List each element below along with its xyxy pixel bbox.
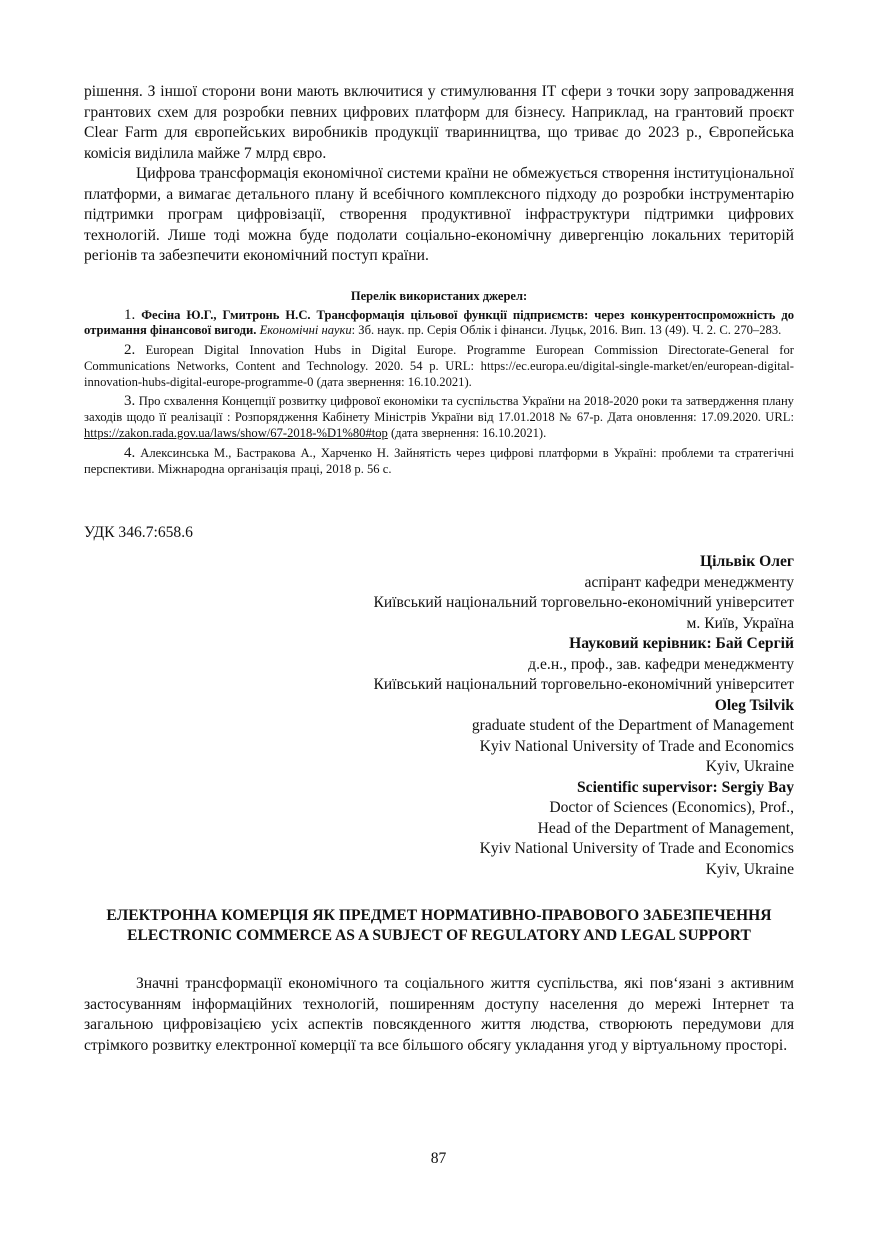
article-title-ua: ЕЛЕКТРОННА КОМЕРЦІЯ ЯК ПРЕДМЕТ НОРМАТИВНО-ПРАВОВОГО ЗАБЕЗПЕЧЕННЯ <box>106 907 772 925</box>
reference-text: Про схвалення Концепції розвитку цифрової економіки та суспільства України на 2018-2020 роки та затвердження плану заходів щодо її реалізації : Розпорядження Кабінету Міністрів України від 17.01.2018 № 67-р. Дата оновлення: 17.09.2020. URL: <box>84 394 794 425</box>
reference-item <box>84 343 794 390</box>
supervisor-university-ua: Київський національний торговельно-економічний університет <box>373 676 794 694</box>
author-city-ua: м. Київ, Україна <box>686 614 794 632</box>
reference-item <box>84 446 794 478</box>
reference-item <box>84 308 794 340</box>
article-title <box>104 906 774 946</box>
body-paragraph: Значні трансформації економічного та соціального життя суспільства, які пов‘язані з активним застосуванням інформаційних технологій, поширенням доступу населення до мережі Інтернет та загальною цифровізацією усіх аспектів повсякденного життя людства, створюють передумови для стрімкого розвитку електронної комерції та все більшого обсягу укладання угод у віртуальному просторі. <box>84 975 794 1054</box>
references-title: Перелік використаних джерел: <box>350 288 528 303</box>
author-city-en: Kyiv, Ukraine <box>705 758 794 776</box>
author-block <box>84 552 794 880</box>
reference-number: 1. <box>124 306 136 323</box>
reference-journal: Економічні науки <box>259 323 352 338</box>
reference-number: 3. <box>124 393 136 410</box>
supervisor-position-ua: д.е.н., проф., зав. кафедри менеджменту <box>528 655 794 673</box>
supervisor-degree-en: Doctor of Sciences (Economics), Prof., <box>549 799 794 817</box>
reference-number: 4. <box>124 444 136 461</box>
reference-details: : Зб. наук. пр. Серія Облік і фінанси. Луцьк, 2016. Вип. 13 (49). Ч. 2. С. 270–283. <box>351 323 782 338</box>
udc-code: УДК 346.7:658.6 <box>84 524 193 542</box>
author-name-en: Oleg Tsilvik <box>714 696 794 714</box>
supervisor-ua: Науковий керівник: Бай Сергій <box>569 635 794 653</box>
author-university-en: Kyiv National University of Trade and Economics <box>479 737 794 755</box>
reference-number: 2. <box>124 342 136 359</box>
reference-text: Алексинська М., Бастракова А., Харченко Н. Зайнятість через цифрові платформи в Україні: проблеми та стратегічні перспективи. Міжнародна організація праці, 2018 р. 56 с. <box>84 445 794 476</box>
author-position-en: graduate student of the Department of Management <box>471 717 794 735</box>
reference-link[interactable]: https://zakon.rada.gov.ua/laws/show/67-2018-%D1%80#top <box>84 426 388 441</box>
supervisor-en: Scientific supervisor: Sergiy Bay <box>577 778 794 796</box>
author-position-ua: аспірант кафедри менеджменту <box>584 573 794 591</box>
reference-item <box>84 394 794 441</box>
document-page <box>84 82 794 1056</box>
reference-authors-title: Фесіна Ю.Г., Гмитронь Н.С. Трансформація цільової функції підприємств: через конкурентоспроможність до отримання фінансової вигоди. <box>84 307 794 338</box>
supervisor-city-en: Kyiv, Ukraine <box>705 860 794 878</box>
page-number: 87 <box>430 1150 447 1167</box>
author-university-ua: Київський національний торговельно-економічний університет <box>373 594 794 612</box>
supervisor-university-en: Kyiv National University of Trade and Economics <box>479 840 794 858</box>
supervisor-head-en: Head of the Department of Management, <box>537 819 794 837</box>
body-paragraph: Цифрова трансформація економічної системи країни не обмежується створення інституціональної платформи, а вимагає детального плану й всебічного комплексного підходу до розробки інструментарію підтримки програм цифровізації, створення продуктивної інфраструктури підтримки цифрових технологій. Лише тоді можна буде подолати соціально-економічну дивергенцію локальних територій регіонів та забезпечити економічний поступ країни. <box>84 165 794 264</box>
author-name-ua: Цільвік Олег <box>700 553 794 571</box>
article-title-en: ELECTRONIC COMMERCE AS A SUBJECT OF REGULATORY AND LEGAL SUPPORT <box>127 927 751 945</box>
reference-text: European Digital Innovation Hubs in Digital Europe. Programme European Commission Directorate-General for Communications Networks, Content and Technology. 2020. 54 p. URL: https://ec.europa.eu/digital-single-market/en/european-digital-innovation-hubs-digital-europe-programme-0 (дата звернення: 16.10.2021). <box>84 343 794 389</box>
body-paragraph: рішення. З іншої сторони вони мають включитися у стимулювання ІТ сфери з точки зору запровадження грантових схем для розробки певних цифрових платформ для бізнесу. Наприклад, на грантовий проєкт Clear Farm для європейських виробників продукції тваринництва, що триває до 2023 р., Європейська комісія виділила майже 7 млрд євро. <box>84 83 794 162</box>
reference-access-date: (дата звернення: 16.10.2021). <box>387 426 547 441</box>
